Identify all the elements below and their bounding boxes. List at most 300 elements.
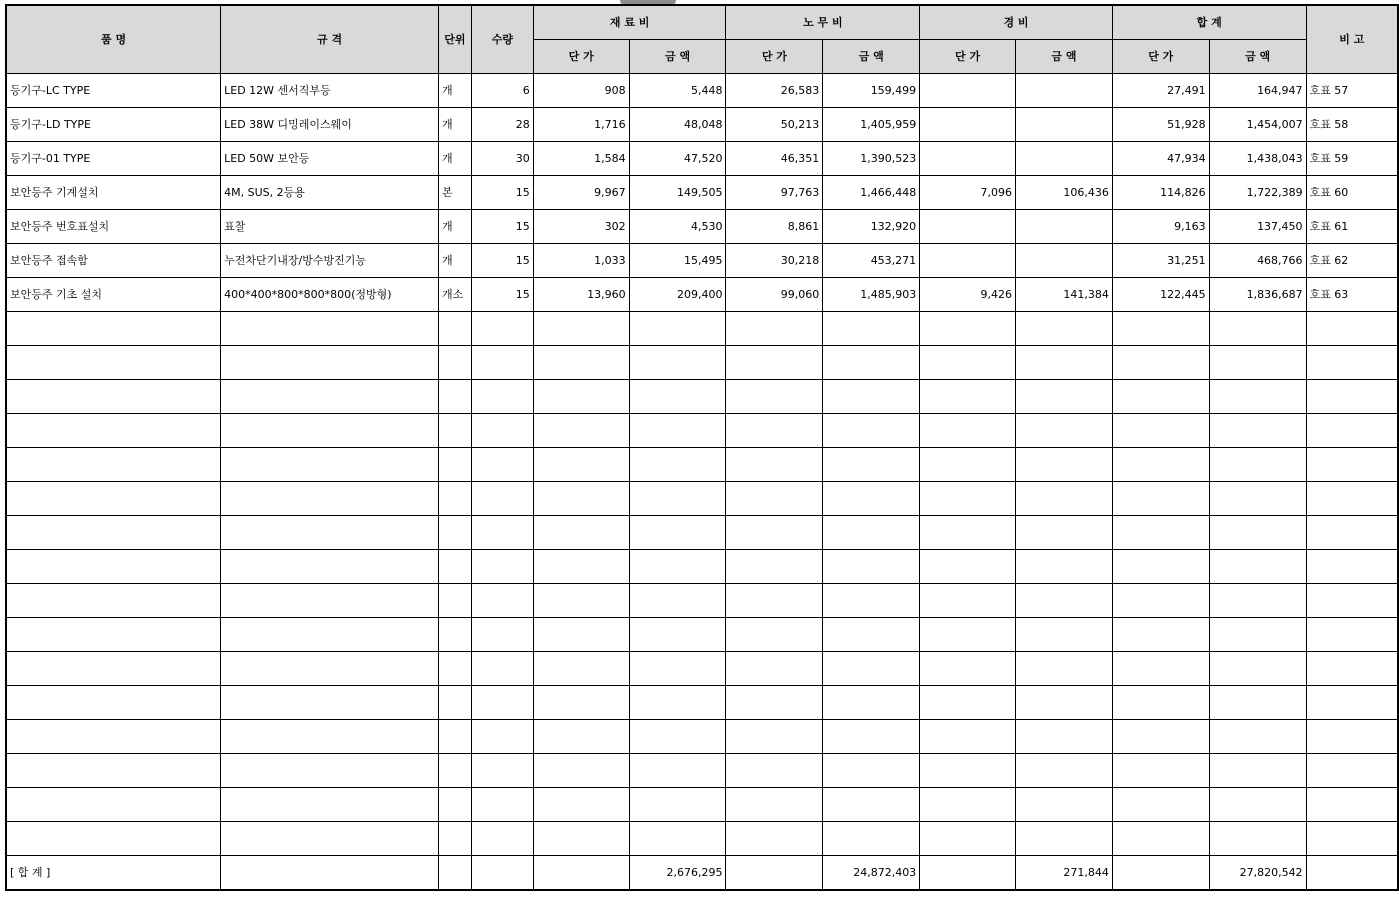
cell-spec: LED 38W 디밍레이스웨이 <box>221 107 439 141</box>
cell-labor-unit-price: 97,763 <box>726 175 823 209</box>
empty-cell <box>823 379 920 413</box>
cell-total-unit-price: 9,163 <box>1112 209 1209 243</box>
empty-cell <box>726 651 823 685</box>
empty-cell <box>823 481 920 515</box>
cell-labor-amount: 1,466,448 <box>823 175 920 209</box>
empty-cell <box>533 515 629 549</box>
empty-cell <box>1209 549 1306 583</box>
empty-cell <box>438 447 471 481</box>
header-labor-unit-price: 단 가 <box>726 39 823 73</box>
cell-spec: 누전차단기내장/방수방진기능 <box>221 243 439 277</box>
empty-cell <box>823 617 920 651</box>
table-row <box>6 141 1398 175</box>
empty-cell <box>221 311 439 345</box>
cell-expense-amount <box>1015 141 1112 175</box>
empty-cell <box>1209 719 1306 753</box>
empty-cell <box>6 787 221 821</box>
empty-table-row <box>6 617 1398 651</box>
empty-cell <box>533 651 629 685</box>
empty-cell <box>1112 549 1209 583</box>
empty-cell <box>533 753 629 787</box>
empty-cell <box>1209 685 1306 719</box>
empty-cell <box>629 413 726 447</box>
cell-name: 등기구-01 TYPE <box>6 141 221 175</box>
empty-cell <box>1209 311 1306 345</box>
empty-cell <box>6 719 221 753</box>
cell-labor-amount: 159,499 <box>823 73 920 107</box>
total-cell-empty <box>1306 855 1398 890</box>
empty-cell <box>471 821 533 855</box>
cell-labor-unit-price: 50,213 <box>726 107 823 141</box>
empty-cell <box>823 311 920 345</box>
empty-cell <box>1209 583 1306 617</box>
cell-labor-amount: 1,405,959 <box>823 107 920 141</box>
total-cell-empty <box>471 855 533 890</box>
empty-cell <box>920 549 1016 583</box>
cell-total-amount: 1,722,389 <box>1209 175 1306 209</box>
cell-labor-unit-price: 99,060 <box>726 277 823 311</box>
cell-remarks: 호표 63 <box>1306 277 1398 311</box>
empty-cell <box>1306 719 1398 753</box>
empty-cell <box>629 719 726 753</box>
empty-cell <box>1015 549 1112 583</box>
empty-cell <box>438 651 471 685</box>
empty-cell <box>221 753 439 787</box>
cost-breakdown-table <box>5 4 1399 891</box>
empty-cell <box>629 345 726 379</box>
empty-cell <box>823 651 920 685</box>
cell-expense-amount: 141,384 <box>1015 277 1112 311</box>
cell-name: 보안등주 기계설치 <box>6 175 221 209</box>
header-remarks: 비 고 <box>1306 5 1398 73</box>
empty-cell <box>533 719 629 753</box>
empty-cell <box>1015 685 1112 719</box>
table-row <box>6 209 1398 243</box>
empty-cell <box>920 515 1016 549</box>
cell-material-amount: 47,520 <box>629 141 726 175</box>
empty-cell <box>6 515 221 549</box>
empty-cell <box>533 379 629 413</box>
cell-spec: LED 12W 센서직부등 <box>221 73 439 107</box>
empty-cell <box>6 583 221 617</box>
empty-cell <box>1112 821 1209 855</box>
empty-cell <box>1112 787 1209 821</box>
empty-cell <box>823 345 920 379</box>
empty-cell <box>726 447 823 481</box>
empty-cell <box>438 413 471 447</box>
empty-cell <box>1112 515 1209 549</box>
empty-cell <box>920 583 1016 617</box>
cell-qty: 15 <box>471 209 533 243</box>
header-spec: 규 격 <box>221 5 439 73</box>
header-labor-amount: 금 액 <box>823 39 920 73</box>
empty-table-row <box>6 413 1398 447</box>
empty-cell <box>1015 821 1112 855</box>
empty-cell <box>920 379 1016 413</box>
empty-cell <box>726 413 823 447</box>
cell-unit: 개소 <box>438 277 471 311</box>
empty-cell <box>221 685 439 719</box>
empty-cell <box>726 549 823 583</box>
cell-total-amount: 1,438,043 <box>1209 141 1306 175</box>
cell-material-amount: 5,448 <box>629 73 726 107</box>
empty-cell <box>1015 515 1112 549</box>
empty-cell <box>920 447 1016 481</box>
empty-cell <box>1112 719 1209 753</box>
header-expense-amount: 금 액 <box>1015 39 1112 73</box>
empty-cell <box>823 685 920 719</box>
header-material: 재 료 비 <box>533 5 726 39</box>
empty-cell <box>1209 413 1306 447</box>
empty-cell <box>438 685 471 719</box>
empty-cell <box>533 447 629 481</box>
empty-cell <box>471 481 533 515</box>
empty-cell <box>471 787 533 821</box>
empty-cell <box>1015 787 1112 821</box>
empty-cell <box>920 753 1016 787</box>
empty-cell <box>6 447 221 481</box>
empty-cell <box>438 549 471 583</box>
cell-material-unit-price: 1,033 <box>533 243 629 277</box>
empty-table-row <box>6 549 1398 583</box>
cell-total-amount: 164,947 <box>1209 73 1306 107</box>
empty-cell <box>629 685 726 719</box>
empty-cell <box>533 821 629 855</box>
empty-table-row <box>6 651 1398 685</box>
empty-cell <box>1209 345 1306 379</box>
empty-cell <box>920 311 1016 345</box>
empty-table-row <box>6 685 1398 719</box>
empty-cell <box>1209 787 1306 821</box>
header-total-amount: 금 액 <box>1209 39 1306 73</box>
empty-cell <box>1209 617 1306 651</box>
empty-cell <box>629 481 726 515</box>
empty-cell <box>1209 515 1306 549</box>
empty-cell <box>1306 685 1398 719</box>
empty-cell <box>1112 379 1209 413</box>
empty-cell <box>629 515 726 549</box>
empty-cell <box>6 617 221 651</box>
empty-cell <box>726 311 823 345</box>
empty-cell <box>1209 481 1306 515</box>
header-total-unit-price: 단 가 <box>1112 39 1209 73</box>
total-cell-empty <box>920 855 1016 890</box>
empty-table-row <box>6 753 1398 787</box>
empty-cell <box>1306 447 1398 481</box>
cell-material-amount: 149,505 <box>629 175 726 209</box>
empty-cell <box>471 617 533 651</box>
cell-name: 보안등주 번호표설치 <box>6 209 221 243</box>
empty-cell <box>1209 753 1306 787</box>
empty-cell <box>471 651 533 685</box>
cell-material-unit-price: 302 <box>533 209 629 243</box>
empty-cell <box>471 583 533 617</box>
cell-labor-unit-price: 46,351 <box>726 141 823 175</box>
empty-cell <box>1015 583 1112 617</box>
cell-expense-unit-price: 9,426 <box>920 277 1016 311</box>
empty-cell <box>920 413 1016 447</box>
empty-cell <box>1306 617 1398 651</box>
header-expense: 경 비 <box>920 5 1113 39</box>
cell-spec: LED 50W 보안등 <box>221 141 439 175</box>
cell-labor-unit-price: 8,861 <box>726 209 823 243</box>
cell-material-unit-price: 1,584 <box>533 141 629 175</box>
empty-cell <box>823 549 920 583</box>
empty-cell <box>221 481 439 515</box>
empty-cell <box>1306 753 1398 787</box>
table-row <box>6 73 1398 107</box>
cell-name: 등기구-LD TYPE <box>6 107 221 141</box>
empty-table-row <box>6 311 1398 345</box>
empty-cell <box>823 787 920 821</box>
cell-total-amount: 1,836,687 <box>1209 277 1306 311</box>
table-row <box>6 175 1398 209</box>
cell-remarks: 호표 62 <box>1306 243 1398 277</box>
empty-cell <box>1112 753 1209 787</box>
empty-cell <box>1015 447 1112 481</box>
empty-cell <box>920 719 1016 753</box>
header-total: 합 계 <box>1112 5 1306 39</box>
cell-total-unit-price: 114,826 <box>1112 175 1209 209</box>
cell-total-unit-price: 27,491 <box>1112 73 1209 107</box>
empty-cell <box>6 549 221 583</box>
empty-cell <box>471 413 533 447</box>
empty-cell <box>438 583 471 617</box>
total-grand-amount: 27,820,542 <box>1209 855 1306 890</box>
empty-cell <box>6 651 221 685</box>
cell-expense-amount <box>1015 73 1112 107</box>
empty-cell <box>6 685 221 719</box>
empty-cell <box>438 311 471 345</box>
empty-cell <box>1306 787 1398 821</box>
cell-labor-amount: 1,390,523 <box>823 141 920 175</box>
total-labor-amount: 24,872,403 <box>823 855 920 890</box>
empty-cell <box>1306 345 1398 379</box>
cell-qty: 15 <box>471 175 533 209</box>
cell-remarks: 호표 61 <box>1306 209 1398 243</box>
empty-cell <box>221 345 439 379</box>
empty-cell <box>629 447 726 481</box>
empty-cell <box>1112 617 1209 651</box>
empty-table-row <box>6 515 1398 549</box>
empty-cell <box>1306 651 1398 685</box>
cell-remarks: 호표 59 <box>1306 141 1398 175</box>
empty-cell <box>726 753 823 787</box>
empty-cell <box>471 379 533 413</box>
empty-cell <box>1306 583 1398 617</box>
empty-table-row <box>6 583 1398 617</box>
empty-cell <box>1015 481 1112 515</box>
cell-qty: 28 <box>471 107 533 141</box>
empty-cell <box>533 345 629 379</box>
empty-cell <box>1112 413 1209 447</box>
total-cell-empty <box>1112 855 1209 890</box>
empty-cell <box>221 651 439 685</box>
empty-cell <box>533 617 629 651</box>
cell-expense-unit-price: 7,096 <box>920 175 1016 209</box>
header-expense-unit-price: 단 가 <box>920 39 1016 73</box>
empty-cell <box>1306 821 1398 855</box>
empty-cell <box>629 787 726 821</box>
empty-cell <box>629 583 726 617</box>
empty-cell <box>438 481 471 515</box>
empty-cell <box>920 787 1016 821</box>
cell-labor-amount: 1,485,903 <box>823 277 920 311</box>
empty-cell <box>1015 379 1112 413</box>
empty-cell <box>629 549 726 583</box>
total-cell-empty <box>438 855 471 890</box>
cell-unit: 개 <box>438 243 471 277</box>
header-qty: 수량 <box>471 5 533 73</box>
cell-remarks: 호표 57 <box>1306 73 1398 107</box>
empty-cell <box>726 583 823 617</box>
empty-cell <box>6 821 221 855</box>
empty-cell <box>1015 413 1112 447</box>
table-row <box>6 277 1398 311</box>
cell-remarks: 호표 60 <box>1306 175 1398 209</box>
empty-cell <box>1306 549 1398 583</box>
cell-qty: 15 <box>471 243 533 277</box>
cell-name: 보안등주 접속함 <box>6 243 221 277</box>
empty-cell <box>1306 481 1398 515</box>
cell-total-unit-price: 31,251 <box>1112 243 1209 277</box>
cell-name: 보안등주 기초 설치 <box>6 277 221 311</box>
table-row <box>6 243 1398 277</box>
cell-total-unit-price: 51,928 <box>1112 107 1209 141</box>
empty-cell <box>629 821 726 855</box>
empty-cell <box>726 379 823 413</box>
empty-cell <box>471 685 533 719</box>
empty-cell <box>221 447 439 481</box>
empty-cell <box>438 379 471 413</box>
empty-table-row <box>6 345 1398 379</box>
cell-spec: 4M, SUS, 2등용 <box>221 175 439 209</box>
empty-cell <box>533 311 629 345</box>
cell-total-amount: 468,766 <box>1209 243 1306 277</box>
empty-cell <box>1112 311 1209 345</box>
empty-table-row <box>6 719 1398 753</box>
cell-qty: 30 <box>471 141 533 175</box>
empty-cell <box>920 685 1016 719</box>
empty-cell <box>221 515 439 549</box>
empty-cell <box>221 719 439 753</box>
empty-cell <box>1015 651 1112 685</box>
empty-cell <box>438 821 471 855</box>
empty-cell <box>6 379 221 413</box>
empty-cell <box>823 719 920 753</box>
empty-cell <box>726 617 823 651</box>
cell-unit: 개 <box>438 209 471 243</box>
cell-total-amount: 137,450 <box>1209 209 1306 243</box>
cell-name: 등기구-LC TYPE <box>6 73 221 107</box>
cell-material-unit-price: 13,960 <box>533 277 629 311</box>
empty-cell <box>1209 379 1306 413</box>
cell-expense-unit-price <box>920 209 1016 243</box>
empty-cell <box>920 345 1016 379</box>
empty-cell <box>221 549 439 583</box>
cell-expense-amount: 106,436 <box>1015 175 1112 209</box>
empty-cell <box>471 549 533 583</box>
empty-cell <box>6 413 221 447</box>
empty-cell <box>629 379 726 413</box>
cell-material-unit-price: 908 <box>533 73 629 107</box>
cell-total-unit-price: 47,934 <box>1112 141 1209 175</box>
empty-cell <box>1112 481 1209 515</box>
empty-cell <box>533 685 629 719</box>
empty-cell <box>221 787 439 821</box>
cell-material-amount: 48,048 <box>629 107 726 141</box>
empty-cell <box>1112 685 1209 719</box>
empty-cell <box>823 515 920 549</box>
cell-qty: 15 <box>471 277 533 311</box>
total-cell-empty <box>221 855 439 890</box>
empty-cell <box>533 481 629 515</box>
empty-cell <box>471 311 533 345</box>
empty-cell <box>726 787 823 821</box>
empty-cell <box>1112 345 1209 379</box>
empty-cell <box>438 345 471 379</box>
empty-cell <box>471 719 533 753</box>
cell-unit: 본 <box>438 175 471 209</box>
empty-cell <box>726 515 823 549</box>
empty-cell <box>629 311 726 345</box>
cell-total-unit-price: 122,445 <box>1112 277 1209 311</box>
empty-table-row <box>6 787 1398 821</box>
empty-cell <box>438 515 471 549</box>
cell-expense-unit-price <box>920 141 1016 175</box>
total-cell-empty <box>726 855 823 890</box>
empty-cell <box>726 345 823 379</box>
empty-cell <box>726 685 823 719</box>
empty-cell <box>438 617 471 651</box>
empty-cell <box>1015 345 1112 379</box>
empty-cell <box>1015 719 1112 753</box>
empty-cell <box>823 821 920 855</box>
cell-labor-unit-price: 26,583 <box>726 73 823 107</box>
cell-qty: 6 <box>471 73 533 107</box>
empty-cell <box>1306 311 1398 345</box>
total-label: [ 합 계 ] <box>6 855 221 890</box>
table-body <box>6 73 1398 855</box>
empty-cell <box>1209 651 1306 685</box>
total-cell-empty <box>533 855 629 890</box>
empty-cell <box>533 413 629 447</box>
empty-cell <box>221 379 439 413</box>
cell-material-amount: 15,495 <box>629 243 726 277</box>
cell-expense-amount <box>1015 107 1112 141</box>
header-labor: 노 무 비 <box>726 5 920 39</box>
cell-labor-amount: 453,271 <box>823 243 920 277</box>
empty-cell <box>726 481 823 515</box>
cell-expense-amount <box>1015 243 1112 277</box>
empty-table-row <box>6 447 1398 481</box>
empty-cell <box>533 787 629 821</box>
cell-material-amount: 209,400 <box>629 277 726 311</box>
empty-cell <box>533 583 629 617</box>
empty-cell <box>533 549 629 583</box>
empty-cell <box>6 753 221 787</box>
empty-cell <box>471 447 533 481</box>
cell-expense-unit-price <box>920 107 1016 141</box>
empty-cell <box>1306 515 1398 549</box>
total-material-amount: 2,676,295 <box>629 855 726 890</box>
cell-expense-unit-price <box>920 73 1016 107</box>
empty-cell <box>438 753 471 787</box>
empty-cell <box>629 617 726 651</box>
empty-cell <box>823 413 920 447</box>
empty-cell <box>6 481 221 515</box>
empty-cell <box>726 821 823 855</box>
